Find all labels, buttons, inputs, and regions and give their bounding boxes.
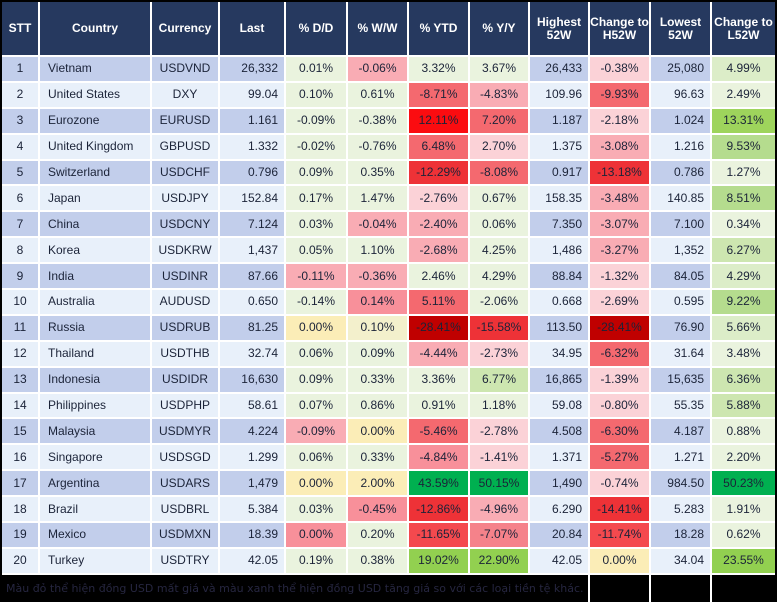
cell-chg-h52w: -9.93% bbox=[590, 83, 649, 107]
cell-chg-l52w: 1.27% bbox=[712, 161, 775, 185]
cell-pct-ww: -0.36% bbox=[348, 264, 407, 288]
col-header-highest-52w: Highest 52W bbox=[530, 2, 588, 55]
cell-highest-52w: 7.350 bbox=[530, 212, 588, 236]
cell-last: 58.61 bbox=[220, 394, 284, 418]
cell-chg-l52w: 4.99% bbox=[712, 57, 775, 81]
cell-chg-h52w: -28.41% bbox=[590, 316, 649, 340]
cell-highest-52w: 6.290 bbox=[530, 497, 588, 521]
cell-highest-52w: 88.84 bbox=[530, 264, 588, 288]
cell-country: Philippines bbox=[40, 394, 150, 418]
cell-chg-h52w: 0.00% bbox=[590, 549, 649, 573]
cell-pct-ytd: -4.84% bbox=[409, 445, 468, 469]
cell-country: Singapore bbox=[40, 445, 150, 469]
cell-pct-yy: -7.07% bbox=[470, 523, 528, 547]
cell-stt: 5 bbox=[2, 161, 38, 185]
cell-pct-dd: 0.00% bbox=[286, 523, 346, 547]
cell-pct-ww: 0.10% bbox=[348, 316, 407, 340]
cell-pct-dd: 0.06% bbox=[286, 445, 346, 469]
cell-lowest-52w: 15,635 bbox=[651, 368, 710, 392]
col-header-chg-l52w: Change to L52W bbox=[712, 2, 775, 55]
cell-country: China bbox=[40, 212, 150, 236]
cell-chg-l52w: 2.49% bbox=[712, 83, 775, 107]
cell-chg-l52w: 9.22% bbox=[712, 290, 775, 314]
cell-lowest-52w: 55.35 bbox=[651, 394, 710, 418]
cell-pct-dd: 0.10% bbox=[286, 83, 346, 107]
cell-highest-52w: 1,490 bbox=[530, 471, 588, 495]
cell-pct-ytd: 43.59% bbox=[409, 471, 468, 495]
cell-stt: 3 bbox=[2, 109, 38, 133]
cell-country: Thailand bbox=[40, 342, 150, 366]
cell-last: 16,630 bbox=[220, 368, 284, 392]
cell-stt: 7 bbox=[2, 212, 38, 236]
cell-last: 18.39 bbox=[220, 523, 284, 547]
cell-currency: USDCNY bbox=[152, 212, 218, 236]
cell-lowest-52w: 0.595 bbox=[651, 290, 710, 314]
cell-last: 0.796 bbox=[220, 161, 284, 185]
cell-pct-ytd: -12.86% bbox=[409, 497, 468, 521]
cell-pct-yy: 4.25% bbox=[470, 238, 528, 262]
cell-stt: 18 bbox=[2, 497, 38, 521]
cell-stt: 1 bbox=[2, 57, 38, 81]
cell-chg-l52w: 2.20% bbox=[712, 445, 775, 469]
cell-country: Russia bbox=[40, 316, 150, 340]
cell-chg-h52w: -6.32% bbox=[590, 342, 649, 366]
cell-pct-yy: -15.58% bbox=[470, 316, 528, 340]
cell-stt: 14 bbox=[2, 394, 38, 418]
cell-last: 26,332 bbox=[220, 57, 284, 81]
cell-last: 7.124 bbox=[220, 212, 284, 236]
cell-currency: AUDUSD bbox=[152, 290, 218, 314]
cell-chg-h52w: -1.39% bbox=[590, 368, 649, 392]
cell-highest-52w: 34.95 bbox=[530, 342, 588, 366]
cell-pct-dd: 0.01% bbox=[286, 57, 346, 81]
cell-stt: 8 bbox=[2, 238, 38, 262]
cell-pct-ytd: -2.76% bbox=[409, 186, 468, 210]
cell-currency: USDTHB bbox=[152, 342, 218, 366]
cell-chg-l52w: 3.48% bbox=[712, 342, 775, 366]
cell-pct-dd: -0.09% bbox=[286, 109, 346, 133]
cell-country: Japan bbox=[40, 186, 150, 210]
cell-chg-l52w: 9.53% bbox=[712, 135, 775, 159]
cell-pct-ww: 2.00% bbox=[348, 471, 407, 495]
cell-pct-yy: -2.06% bbox=[470, 290, 528, 314]
cell-lowest-52w: 1.271 bbox=[651, 445, 710, 469]
cell-last: 4.224 bbox=[220, 419, 284, 443]
cell-country: Eurozone bbox=[40, 109, 150, 133]
col-header-pct-ww: % W/W bbox=[348, 2, 407, 55]
cell-last: 1,479 bbox=[220, 471, 284, 495]
footer-grid-line bbox=[588, 575, 590, 602]
cell-last: 81.25 bbox=[220, 316, 284, 340]
cell-country: Mexico bbox=[40, 523, 150, 547]
cell-chg-h52w: -14.41% bbox=[590, 497, 649, 521]
cell-pct-ww: -0.45% bbox=[348, 497, 407, 521]
cell-pct-ww: -0.04% bbox=[348, 212, 407, 236]
cell-highest-52w: 1.187 bbox=[530, 109, 588, 133]
cell-last: 152.84 bbox=[220, 186, 284, 210]
cell-lowest-52w: 84.05 bbox=[651, 264, 710, 288]
cell-highest-52w: 0.917 bbox=[530, 161, 588, 185]
cell-country: Australia bbox=[40, 290, 150, 314]
cell-chg-h52w: -0.80% bbox=[590, 394, 649, 418]
cell-currency: USDKRW bbox=[152, 238, 218, 262]
cell-stt: 19 bbox=[2, 523, 38, 547]
cell-last: 99.04 bbox=[220, 83, 284, 107]
cell-lowest-52w: 1.216 bbox=[651, 135, 710, 159]
cell-last: 87.66 bbox=[220, 264, 284, 288]
cell-chg-l52w: 50.23% bbox=[712, 471, 775, 495]
cell-stt: 15 bbox=[2, 419, 38, 443]
cell-currency: USDRUB bbox=[152, 316, 218, 340]
cell-chg-h52w: -1.32% bbox=[590, 264, 649, 288]
cell-chg-h52w: -0.38% bbox=[590, 57, 649, 81]
cell-chg-h52w: -2.18% bbox=[590, 109, 649, 133]
cell-last: 0.650 bbox=[220, 290, 284, 314]
cell-highest-52w: 26,433 bbox=[530, 57, 588, 81]
cell-pct-yy: -2.78% bbox=[470, 419, 528, 443]
footer-grid-line bbox=[649, 575, 651, 602]
cell-pct-yy: 22.90% bbox=[470, 549, 528, 573]
cell-pct-ww: 0.35% bbox=[348, 161, 407, 185]
col-header-currency: Currency bbox=[152, 2, 218, 55]
cell-pct-yy: -4.83% bbox=[470, 83, 528, 107]
cell-chg-h52w: -5.27% bbox=[590, 445, 649, 469]
cell-pct-yy: -4.96% bbox=[470, 497, 528, 521]
cell-chg-l52w: 1.91% bbox=[712, 497, 775, 521]
cell-country: Indonesia bbox=[40, 368, 150, 392]
cell-currency: USDBRL bbox=[152, 497, 218, 521]
cell-currency: USDTRY bbox=[152, 549, 218, 573]
cell-lowest-52w: 1.024 bbox=[651, 109, 710, 133]
footer-note: Màu đỏ thể hiện đồng USD mất giá và màu xanh thể hiện đồng USD tăng giá so với các loại tiền tệ khác. bbox=[6, 582, 584, 595]
cell-pct-ytd: -2.40% bbox=[409, 212, 468, 236]
cell-pct-ytd: 2.46% bbox=[409, 264, 468, 288]
cell-last: 42.05 bbox=[220, 549, 284, 573]
cell-pct-ytd: 19.02% bbox=[409, 549, 468, 573]
cell-pct-dd: 0.19% bbox=[286, 549, 346, 573]
cell-lowest-52w: 140.85 bbox=[651, 186, 710, 210]
cell-currency: USDARS bbox=[152, 471, 218, 495]
cell-pct-ww: 0.33% bbox=[348, 445, 407, 469]
cell-pct-ytd: -4.44% bbox=[409, 342, 468, 366]
cell-pct-dd: 0.05% bbox=[286, 238, 346, 262]
col-header-pct-ytd: % YTD bbox=[409, 2, 468, 55]
cell-pct-yy: 0.67% bbox=[470, 186, 528, 210]
cell-country: Argentina bbox=[40, 471, 150, 495]
cell-country: United Kingdom bbox=[40, 135, 150, 159]
cell-pct-yy: 7.20% bbox=[470, 109, 528, 133]
cell-lowest-52w: 4.187 bbox=[651, 419, 710, 443]
cell-pct-yy: 2.70% bbox=[470, 135, 528, 159]
cell-chg-l52w: 6.36% bbox=[712, 368, 775, 392]
cell-highest-52w: 59.08 bbox=[530, 394, 588, 418]
cell-stt: 17 bbox=[2, 471, 38, 495]
cell-pct-yy: 50.15% bbox=[470, 471, 528, 495]
cell-highest-52w: 20.84 bbox=[530, 523, 588, 547]
cell-pct-yy: 0.06% bbox=[470, 212, 528, 236]
cell-lowest-52w: 0.786 bbox=[651, 161, 710, 185]
cell-pct-ytd: 0.91% bbox=[409, 394, 468, 418]
cell-highest-52w: 16,865 bbox=[530, 368, 588, 392]
cell-chg-l52w: 5.88% bbox=[712, 394, 775, 418]
cell-pct-ytd: 12.11% bbox=[409, 109, 468, 133]
cell-lowest-52w: 5.283 bbox=[651, 497, 710, 521]
cell-country: Korea bbox=[40, 238, 150, 262]
cell-pct-yy: -2.73% bbox=[470, 342, 528, 366]
cell-pct-ww: 0.14% bbox=[348, 290, 407, 314]
cell-chg-h52w: -11.74% bbox=[590, 523, 649, 547]
cell-pct-ww: -0.06% bbox=[348, 57, 407, 81]
cell-pct-ww: 0.20% bbox=[348, 523, 407, 547]
cell-pct-ytd: 6.48% bbox=[409, 135, 468, 159]
cell-pct-ytd: -12.29% bbox=[409, 161, 468, 185]
cell-lowest-52w: 7.100 bbox=[651, 212, 710, 236]
cell-chg-h52w: -3.07% bbox=[590, 212, 649, 236]
cell-pct-ww: 0.00% bbox=[348, 419, 407, 443]
cell-pct-ytd: 5.11% bbox=[409, 290, 468, 314]
cell-stt: 9 bbox=[2, 264, 38, 288]
cell-country: Brazil bbox=[40, 497, 150, 521]
cell-highest-52w: 42.05 bbox=[530, 549, 588, 573]
cell-pct-ytd: -8.71% bbox=[409, 83, 468, 107]
col-header-lowest-52w: Lowest 52W bbox=[651, 2, 710, 55]
cell-chg-h52w: -3.48% bbox=[590, 186, 649, 210]
cell-country: United States bbox=[40, 83, 150, 107]
cell-currency: USDMXN bbox=[152, 523, 218, 547]
cell-chg-l52w: 13.31% bbox=[712, 109, 775, 133]
col-header-pct-dd: % D/D bbox=[286, 2, 346, 55]
cell-pct-dd: 0.09% bbox=[286, 161, 346, 185]
cell-currency: EURUSD bbox=[152, 109, 218, 133]
cell-lowest-52w: 984.50 bbox=[651, 471, 710, 495]
cell-chg-l52w: 4.29% bbox=[712, 264, 775, 288]
cell-pct-ww: -0.76% bbox=[348, 135, 407, 159]
cell-pct-dd: 0.17% bbox=[286, 186, 346, 210]
cell-pct-ww: 1.47% bbox=[348, 186, 407, 210]
cell-currency: USDJPY bbox=[152, 186, 218, 210]
cell-highest-52w: 109.96 bbox=[530, 83, 588, 107]
cell-chg-l52w: 8.51% bbox=[712, 186, 775, 210]
cell-pct-dd: 0.00% bbox=[286, 471, 346, 495]
cell-chg-l52w: 5.66% bbox=[712, 316, 775, 340]
cell-stt: 6 bbox=[2, 186, 38, 210]
cell-stt: 10 bbox=[2, 290, 38, 314]
cell-currency: USDCHF bbox=[152, 161, 218, 185]
cell-currency: USDVND bbox=[152, 57, 218, 81]
fx-table bbox=[2, 2, 775, 573]
cell-highest-52w: 0.668 bbox=[530, 290, 588, 314]
cell-stt: 11 bbox=[2, 316, 38, 340]
cell-pct-dd: -0.11% bbox=[286, 264, 346, 288]
cell-stt: 13 bbox=[2, 368, 38, 392]
cell-lowest-52w: 34.04 bbox=[651, 549, 710, 573]
cell-stt: 2 bbox=[2, 83, 38, 107]
cell-stt: 16 bbox=[2, 445, 38, 469]
cell-highest-52w: 1,486 bbox=[530, 238, 588, 262]
cell-country: Malaysia bbox=[40, 419, 150, 443]
cell-currency: USDSGD bbox=[152, 445, 218, 469]
cell-lowest-52w: 96.63 bbox=[651, 83, 710, 107]
cell-highest-52w: 158.35 bbox=[530, 186, 588, 210]
cell-pct-dd: 0.00% bbox=[286, 316, 346, 340]
cell-pct-ytd: -11.65% bbox=[409, 523, 468, 547]
cell-pct-dd: -0.14% bbox=[286, 290, 346, 314]
cell-lowest-52w: 1,352 bbox=[651, 238, 710, 262]
cell-currency: USDINR bbox=[152, 264, 218, 288]
cell-lowest-52w: 31.64 bbox=[651, 342, 710, 366]
cell-chg-l52w: 0.88% bbox=[712, 419, 775, 443]
col-header-chg-h52w: Change to H52W bbox=[590, 2, 649, 55]
col-header-stt: STT bbox=[2, 2, 38, 55]
cell-chg-h52w: -13.18% bbox=[590, 161, 649, 185]
cell-pct-dd: -0.09% bbox=[286, 419, 346, 443]
cell-pct-yy: -1.41% bbox=[470, 445, 528, 469]
cell-highest-52w: 1.375 bbox=[530, 135, 588, 159]
col-header-last: Last bbox=[220, 2, 284, 55]
cell-highest-52w: 113.50 bbox=[530, 316, 588, 340]
cell-currency: GBPUSD bbox=[152, 135, 218, 159]
cell-pct-ww: 0.38% bbox=[348, 549, 407, 573]
cell-pct-ww: -0.38% bbox=[348, 109, 407, 133]
cell-last: 32.74 bbox=[220, 342, 284, 366]
cell-pct-dd: -0.02% bbox=[286, 135, 346, 159]
cell-stt: 12 bbox=[2, 342, 38, 366]
cell-stt: 4 bbox=[2, 135, 38, 159]
cell-last: 1.161 bbox=[220, 109, 284, 133]
cell-lowest-52w: 76.90 bbox=[651, 316, 710, 340]
cell-last: 1,437 bbox=[220, 238, 284, 262]
cell-last: 1.299 bbox=[220, 445, 284, 469]
cell-highest-52w: 1.371 bbox=[530, 445, 588, 469]
cell-pct-yy: 4.29% bbox=[470, 264, 528, 288]
col-header-country: Country bbox=[40, 2, 150, 55]
cell-pct-dd: 0.03% bbox=[286, 212, 346, 236]
cell-pct-yy: 6.77% bbox=[470, 368, 528, 392]
cell-chg-h52w: -2.69% bbox=[590, 290, 649, 314]
cell-currency: DXY bbox=[152, 83, 218, 107]
cell-pct-ww: 0.09% bbox=[348, 342, 407, 366]
cell-chg-h52w: -3.27% bbox=[590, 238, 649, 262]
cell-pct-ytd: -28.41% bbox=[409, 316, 468, 340]
cell-chg-l52w: 23.55% bbox=[712, 549, 775, 573]
cell-pct-ytd: 3.32% bbox=[409, 57, 468, 81]
cell-chg-h52w: -0.74% bbox=[590, 471, 649, 495]
cell-pct-ytd: -2.68% bbox=[409, 238, 468, 262]
cell-currency: USDMYR bbox=[152, 419, 218, 443]
table-footer bbox=[2, 573, 775, 602]
cell-stt: 20 bbox=[2, 549, 38, 573]
cell-pct-yy: 1.18% bbox=[470, 394, 528, 418]
cell-chg-l52w: 0.62% bbox=[712, 523, 775, 547]
cell-country: Turkey bbox=[40, 549, 150, 573]
cell-pct-ww: 1.10% bbox=[348, 238, 407, 262]
cell-chg-h52w: -6.30% bbox=[590, 419, 649, 443]
cell-lowest-52w: 25,080 bbox=[651, 57, 710, 81]
cell-pct-ww: 0.86% bbox=[348, 394, 407, 418]
cell-country: Vietnam bbox=[40, 57, 150, 81]
cell-currency: USDIDR bbox=[152, 368, 218, 392]
cell-pct-yy: -8.08% bbox=[470, 161, 528, 185]
cell-pct-ytd: 3.36% bbox=[409, 368, 468, 392]
cell-currency: USDPHP bbox=[152, 394, 218, 418]
cell-last: 5.384 bbox=[220, 497, 284, 521]
cell-pct-dd: 0.07% bbox=[286, 394, 346, 418]
cell-chg-h52w: -3.08% bbox=[590, 135, 649, 159]
cell-pct-ytd: -5.46% bbox=[409, 419, 468, 443]
cell-pct-dd: 0.09% bbox=[286, 368, 346, 392]
cell-chg-l52w: 6.27% bbox=[712, 238, 775, 262]
cell-pct-dd: 0.03% bbox=[286, 497, 346, 521]
col-header-pct-yy: % Y/Y bbox=[470, 2, 528, 55]
cell-lowest-52w: 18.28 bbox=[651, 523, 710, 547]
cell-chg-l52w: 0.34% bbox=[712, 212, 775, 236]
footer-grid-line bbox=[710, 575, 712, 602]
cell-country: Switzerland bbox=[40, 161, 150, 185]
cell-highest-52w: 4.508 bbox=[530, 419, 588, 443]
cell-pct-ww: 0.33% bbox=[348, 368, 407, 392]
cell-pct-yy: 3.67% bbox=[470, 57, 528, 81]
cell-country: India bbox=[40, 264, 150, 288]
cell-pct-ww: 0.61% bbox=[348, 83, 407, 107]
cell-last: 1.332 bbox=[220, 135, 284, 159]
cell-pct-dd: 0.06% bbox=[286, 342, 346, 366]
